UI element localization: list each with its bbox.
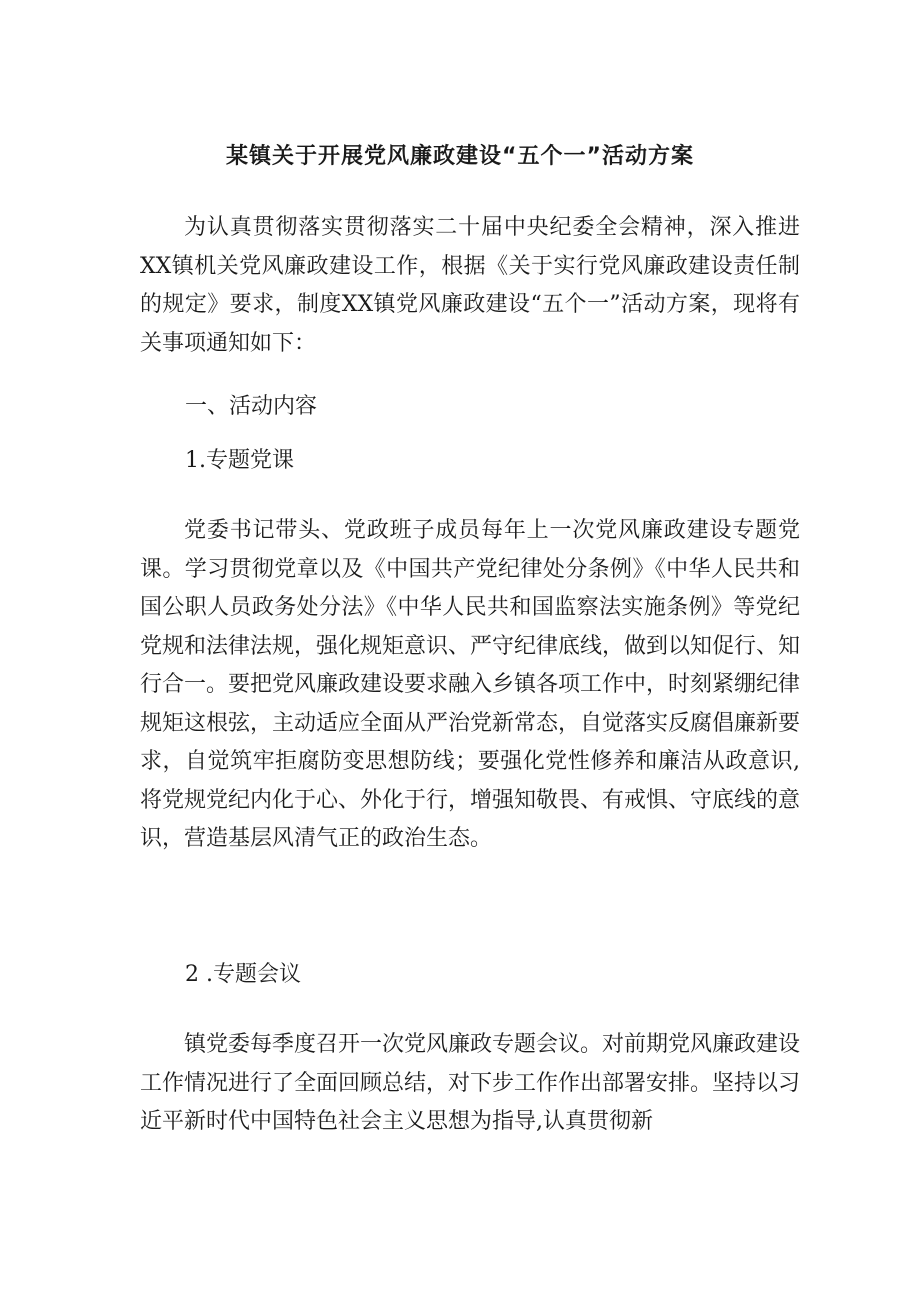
- item2-paragraph: 镇党委每季度召开一次党风廉政专题会议。对前期党风廉政建设工作情况进行了全面回顾总结，对下步工作作出部署安排。坚持以习近平新时代中国特色社会主义思想为指导,认真贯彻新: [140, 1032, 801, 1134]
- section-heading-activity-content: 一、活动内容: [185, 394, 318, 419]
- item-heading-special-meeting: 2 .专题会议: [185, 962, 301, 987]
- item-heading-special-party-lecture: 1.专题党课: [185, 448, 294, 473]
- document-title: 某镇关于开展党风廉政建设“五个一”活动方案: [226, 144, 694, 169]
- intro-paragraph: 为认真贯彻落实贯彻落实二十届中央纪委全会精神，深入推进XX镇机关党风廉政建设工作，根据《关于实行党风廉政建设责任制的规定》要求，制度XX镇党风廉政建设“五个一”活动方案，现将有关事项通知如下：: [140, 215, 800, 356]
- item1-paragraph: 党委书记带头、党政班子成员每年上一次党风廉政建设专题党课。学习贯彻党章以及《中国共产党纪律处分条例》《中华人民共和国公职人员政务处分法》《中华人民共和国监察法实施条例》等党纪党规和法律法规，强化规矩意识、严守纪律底线，做到以知促行、知行合一。要把党风廉政建设要求融入乡镇各项工作中，时刻紧绷纪律规矩这根弦，主动适应全面从严治党新常态，自觉落实反腐倡廉新要求，自觉筑牢拒腐防变思想防线；要强化党性修养和廉洁从政意识,将党规党纪内化于心、外化于行，增强知敬畏、有戒惧、守底线的意识，营造基层风清气正的政治生态。: [140, 518, 801, 851]
